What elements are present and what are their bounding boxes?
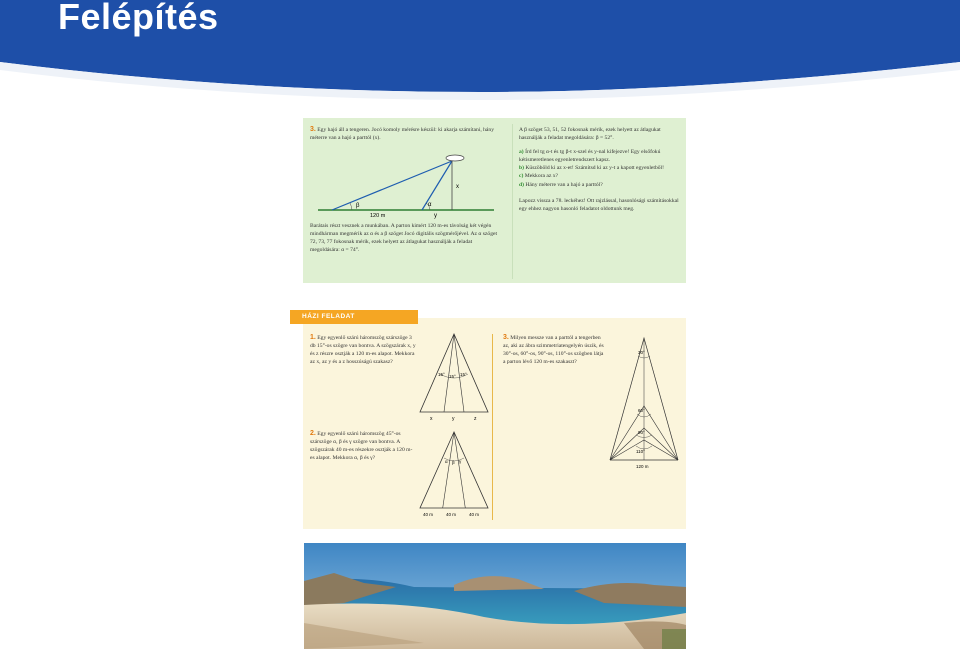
ex3-triangle-diagram	[606, 334, 682, 474]
ex1-triangle-diagram	[418, 332, 490, 422]
ex2-angle-alpha: α	[445, 459, 448, 464]
homework-ex1	[310, 334, 416, 366]
ex3-angle-60: 60°	[638, 408, 645, 413]
exercise-3-right-intro: A β szöget 53, 51, 52 fokosnak mérik, ezek helyett az átlagukat használják a feladat megoldására: β = 52°.	[519, 127, 661, 142]
base-label: 120 m	[370, 213, 386, 219]
ex1-base-z: z	[474, 416, 477, 422]
ex3-number: 3.	[503, 334, 509, 341]
x-label: x	[456, 184, 459, 190]
panel-divider	[512, 124, 513, 279]
ex2-text: Egy egyenlő szárú háromszög 45°-os szárszöge α, β és γ szögre van bontva. A szögszárak 40 m-es részekre osztják a 120 m-es alapot. Mekkora α, β és γ?	[310, 431, 413, 462]
item-a: a) Írd fel tg α-t és tg β-t x-szel és y-nal kifejezve! Egy elsőfokú kétismeretlenes egyenletrendszert kapsz.	[519, 149, 661, 164]
ex1-base-y: y	[452, 416, 455, 422]
beach-photo	[304, 543, 686, 649]
item-c: c) Mekkora az x?	[519, 173, 559, 180]
exercise-number: 3.	[310, 126, 316, 133]
homework-ex3	[503, 334, 605, 366]
homework-ex2	[310, 430, 416, 462]
ex2-base-1: 40 m	[423, 512, 434, 517]
exercise-3-intro	[310, 126, 500, 142]
ex2-angle-beta: β	[452, 460, 455, 465]
ex3-angle-30: 30°	[638, 350, 645, 355]
ex1-text: Egy egyenlő szárú háromszög szárszöge 3 db 15°-os szögre van bontva. A szögszárak x, y és z részre osztják a 120 m-es alapot. Mekkora az x, az y és a z hosszúságú szakasz?	[310, 335, 416, 366]
homework-divider	[492, 334, 493, 520]
ex2-triangle-diagram	[416, 430, 492, 520]
ex3-text: Milyen messze van a parttól a tengerben az, aki az ábra szimmetriatengelyén úszik, és 30°-os, 60°-os, 90°-os, 110°-os szögben látja a parton lévő 120 m-es szakaszt?	[503, 335, 604, 366]
ex1-base-x: x	[430, 416, 433, 422]
beta-label: β	[356, 203, 360, 209]
exercise-3-text: Egy hajó áll a tengeren. Jocó komoly mérésre készül: ki akarja számítani, hány méterre van a hajó a parttól (x).	[310, 127, 495, 142]
ex3-angle-110: 110°	[636, 449, 645, 454]
ex2-base-3: 40 m	[469, 512, 480, 517]
alpha-label: α	[428, 202, 432, 208]
ex2-base-2: 40 m	[446, 512, 457, 517]
ex1-angle-1: 15°	[438, 372, 445, 377]
ex3-base-label: 120 m	[636, 464, 649, 469]
exercise-3-measurement-text: Barátais részt vesznek a munkában. A parton kimért 120 m-es távolság két végén mindhárman megmérik az α és a β szöget Jocó digitális szögmérőjével. Az α szöget 72, 73, 77 fokosnak mérik, ezek helyett az átlagukat használják a feladat megoldására: α = 74°.	[310, 223, 498, 254]
y-label: y	[434, 213, 437, 219]
ex1-number: 1.	[310, 334, 316, 341]
ship-triangle-diagram	[312, 152, 502, 222]
ex3-angle-90: 90°	[638, 430, 645, 435]
ex2-number: 2.	[310, 430, 316, 437]
exercise-3-right-column	[519, 126, 681, 213]
ex1-angle-2: 15°	[449, 374, 456, 379]
item-d: d) Hány méterre van a hajó a parttól?	[519, 181, 603, 188]
ex2-angle-gamma: γ	[459, 459, 462, 464]
homework-tab: HÁZI FELADAT	[290, 310, 418, 324]
ex1-angle-3: 15°	[460, 372, 467, 377]
exercise-3-footer: Lapozz vissza a 78. leckéhez! Ott rajzlással, hasonlósági számításokkal egy ehhez nagyon hasonló feladatot oldottunk meg.	[519, 197, 679, 212]
item-b: b) Küszöböld ki az x-et! Számítsd ki az y-t a kapott egyenletből!	[519, 165, 664, 172]
slide-title: Felépítés	[58, 0, 219, 37]
